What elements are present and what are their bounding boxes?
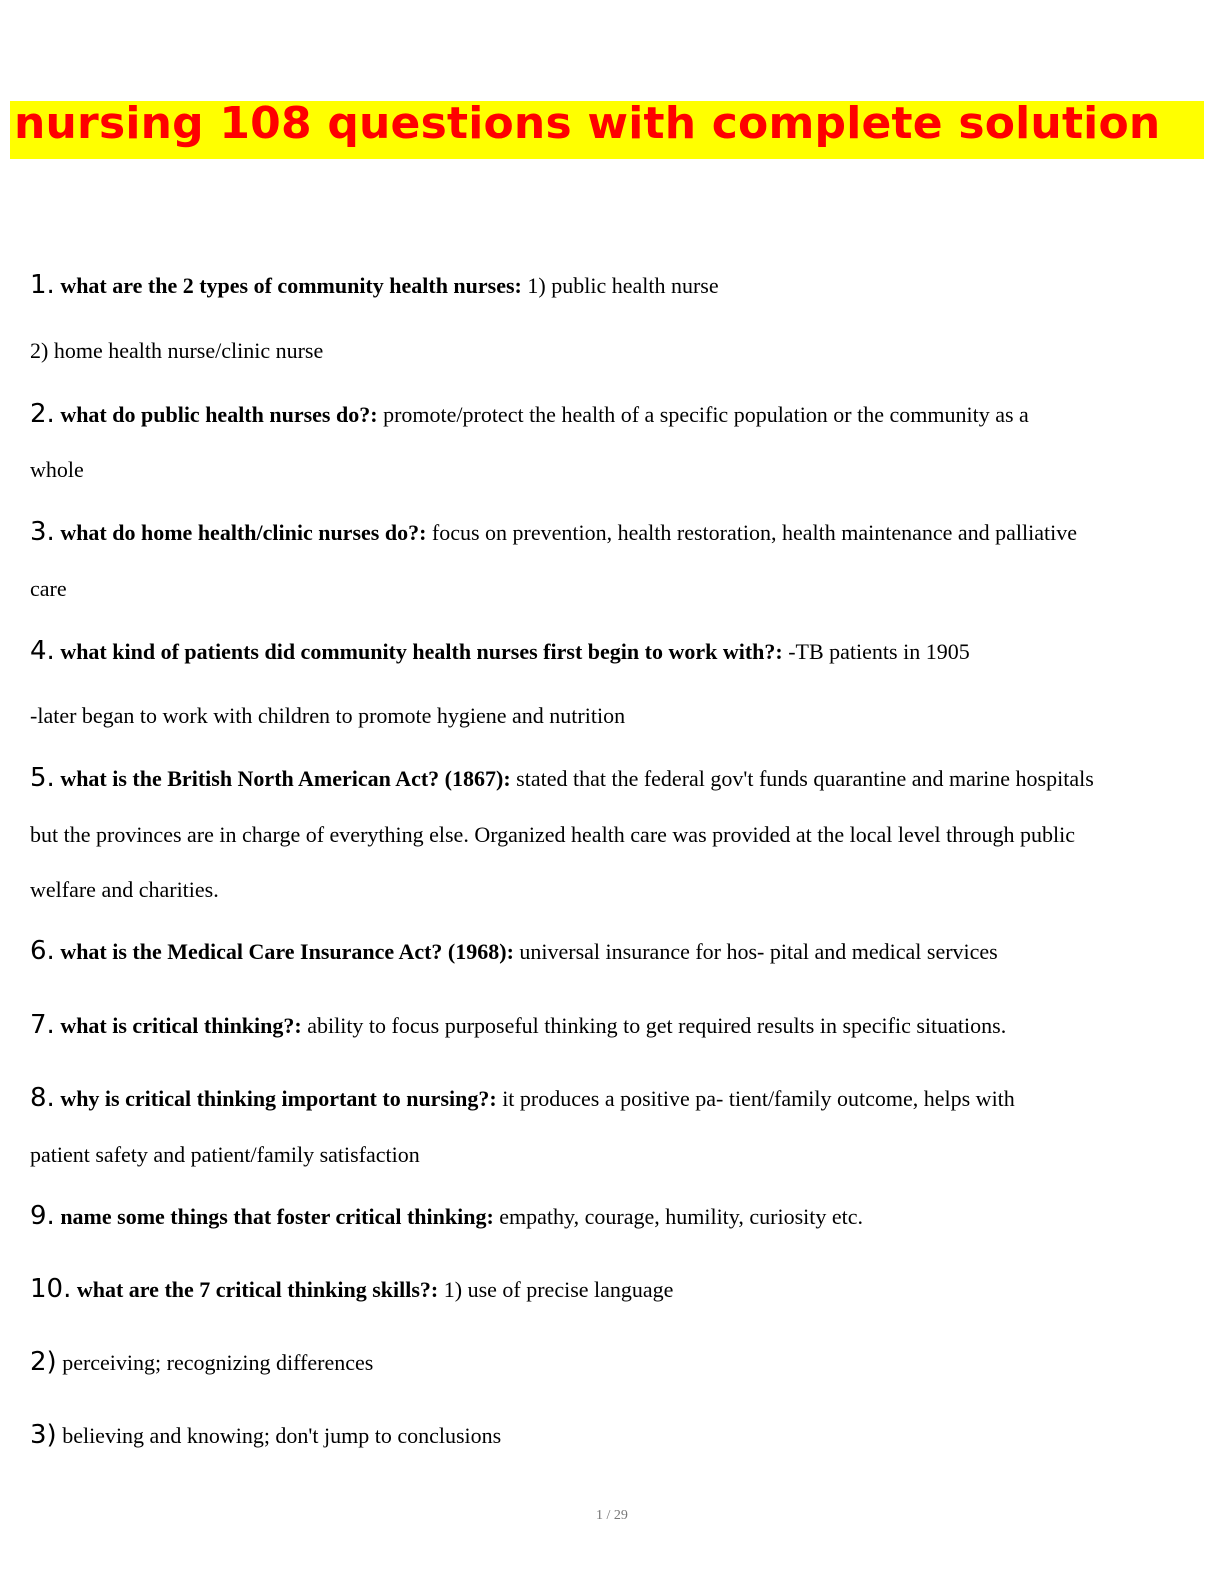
item-number: 6. [30,936,55,966]
question-item [30,517,1194,548]
answer-text: believing and knowing; don't jump to conclusions [62,1423,502,1448]
answer-text: ability to focus purposeful thinking to get required results in specific situations. [307,1013,1007,1038]
item-number: 2) [30,1347,57,1377]
item-number: 1. [30,270,55,300]
item-number: 7. [30,1010,55,1040]
question-text: what is the British North American Act? (1867): [60,766,511,791]
answer-text: perceiving; recognizing differences [62,1350,374,1375]
question-text: what are the 2 types of community health nurses: [60,273,522,298]
answer-continuation: -later began to work with children to promote hygiene and nutrition [30,703,626,728]
answer-text: empathy, courage, humility, curiosity etc. [499,1204,863,1229]
list-item [30,1347,1194,1378]
question-text: what do home health/clinic nurses do?: [60,520,427,545]
item-number: 3) [30,1420,57,1450]
answer-continuation: patient safety and patient/family satisfaction [30,1142,420,1167]
answer-continuation: care [30,576,67,601]
question-text: what kind of patients did community health nurses first begin to work with?: [60,639,783,664]
answer-continuation: welfare and charities. [30,877,219,902]
question-text: why is critical thinking important to nursing?: [60,1086,497,1111]
answer-text: universal insurance for hos- pital and medical services [519,939,998,964]
item-number: 2. [30,399,55,429]
question-item [30,936,1194,967]
list-item [30,1420,1194,1451]
answer-text: 1) use of precise language [443,1277,674,1302]
item-number: 8. [30,1083,55,1113]
question-item [30,1083,1194,1114]
page-indicator: 1 / 29 [596,1508,628,1523]
answer-text: focus on prevention, health restoration, health maintenance and palliative [431,520,1078,545]
question-item [30,763,1194,794]
question-item [30,1010,1194,1041]
answer-continuation: 2) home health nurse/clinic nurse [30,338,324,363]
question-text: what is critical thinking?: [60,1013,302,1038]
question-text: what is the Medical Care Insurance Act? (1968): [60,939,514,964]
item-number: 5. [30,763,55,793]
question-text: what do public health nurses do?: [60,402,378,427]
item-number: 10. [30,1274,72,1304]
question-item [30,636,1194,667]
question-item [30,1274,1194,1305]
answer-text: promote/protect the health of a specific population or the community as a [383,402,1029,427]
item-number: 9. [30,1201,55,1231]
question-item [30,1201,1194,1232]
question-text: what are the 7 critical thinking skills?: [76,1277,439,1302]
title-highlight [10,98,1204,159]
document-title: nursing 108 questions with complete solution [14,98,1161,149]
answer-text: it produces a positive pa- tient/family outcome, helps with [502,1086,1015,1111]
answer-text: stated that the federal gov't funds quarantine and marine hospitals [516,766,1094,791]
question-text: name some things that foster critical thinking: [60,1204,494,1229]
item-number: 3. [30,517,55,547]
item-number: 4. [30,636,55,666]
answer-text: -TB patients in 1905 [788,639,970,664]
answer-text: 1) public health nurse [527,273,719,298]
answer-continuation: whole [30,457,84,482]
question-item [30,399,1194,430]
question-item [30,270,1194,301]
answer-continuation: but the provinces are in charge of everything else. Organized health care was provided at the local level through public [30,822,1076,847]
